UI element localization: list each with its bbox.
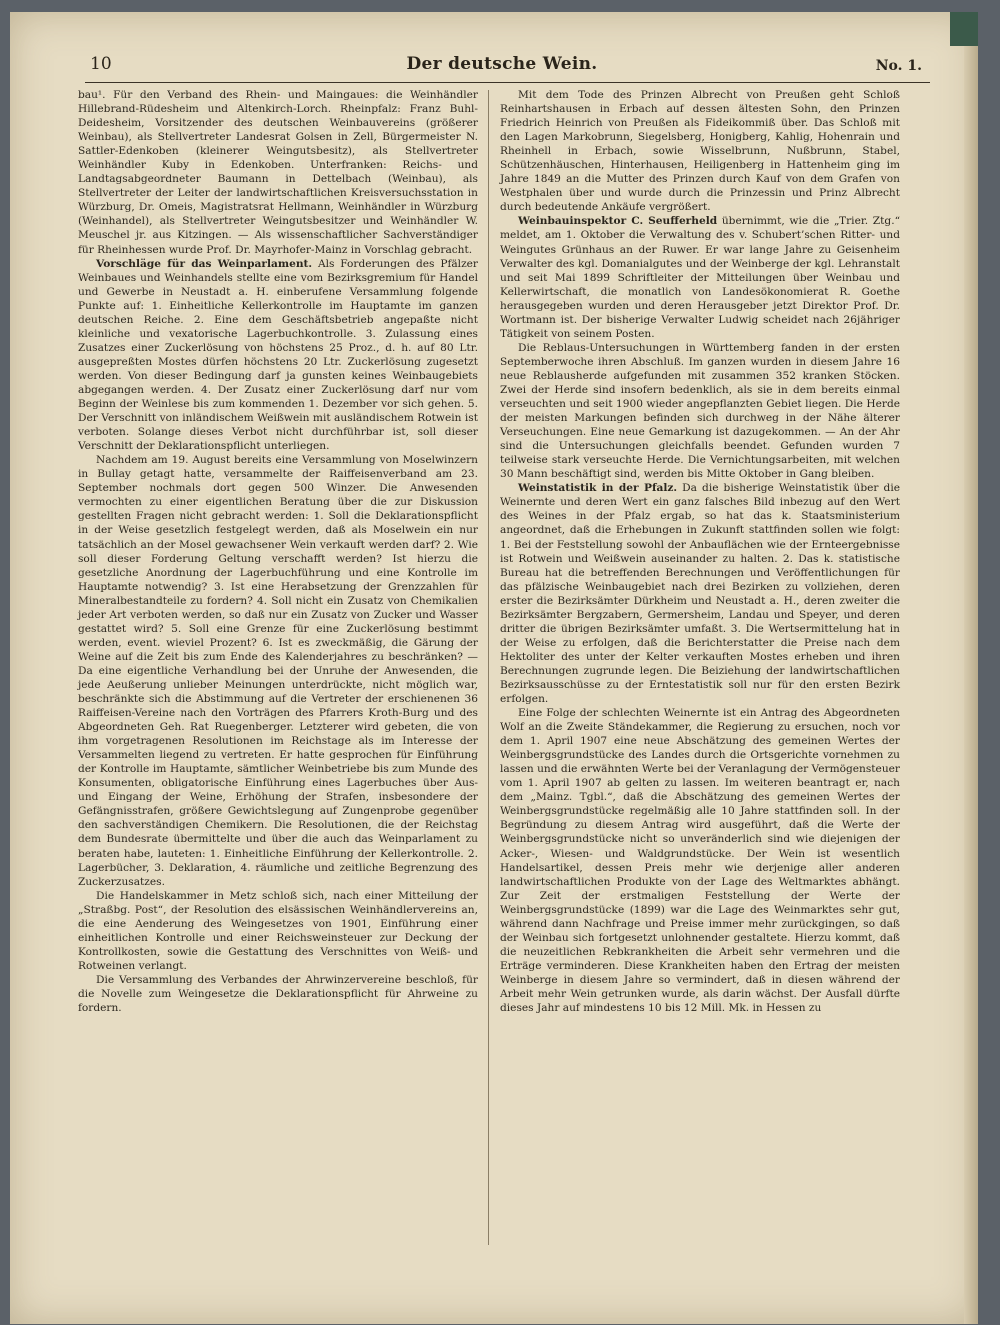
paragraph: bau¹. Für den Verband des Rhein- und Maingaues: die Weinhändler Hillebrand-Rüdesheim und Altenkirch-Lorch. Rheinpfalz: Franz Buhl-Deidesheim, Vorsitzender des deutschen Weinbauvereins (größerer Weinbau), als Stellvertreter Landesrat Golsen in Zell, Bürgermeister N. Sattler-Edenkoben (kleinerer Weingutsbesitz), als Stellvertreter Weinhändler Kuby in Edenkoben. Unterfranken: Reichs- und Landtagsabgeordneter Baumann in Dettelbach (Weinbau), als Stellvertreter der Leiter der landwirtschaftlichen Kreisversuchsstation in Würzburg, Dr. Omeis, Magistratsrat Hellmann, Weinhändler in Würzburg (Weinhandel), als Stellvertreter Weingutsbesitzer und Weinhändler W. Meuschel jr. aus Kitzingen. — Als wissenschaftlicher Sachverständiger für Rheinhessen wurde Prof. Dr. Mayrhofer-Mainz in Vorschlag gebracht. [78, 89, 478, 256]
paragraph: Eine Folge der schlechten Weinernte ist ein Antrag des Abgeordneten Wolf an die Zweite Ständekammer, die Regierung zu ersuchen, noch vor dem 1. April 1907 eine neue Abschätzung des gemeinen Wertes der Weinbergsgrundstücke des Landes durch die Ortsgerichte vornehmen zu lassen und die erwähnten Werte bei der Veranlagung der Vermögensteuer vom 1. April 1907 ab gelten zu lassen. Im weiteren beantragt er, nach dem „Mainz. Tgbl.“, daß die Abschätzung des gemeinen Wertes der Weinbergsgrundstücke regelmäßig alle 10 Jahre stattfinden soll. In der Begründung zu diesem Antrag wird ausgeführt, daß die Werte der Weinbergsgrundstücke nicht so unveränderlich sind wie diejenigen der Acker-, Wiesen- und Waldgrundstücke. Der Wein ist wesentlich Handelsartikel, dessen Preis mehr wie derjenige aller anderen landwirtschaftlichen Produkte von der Lage des Weltmarktes abhängt. Zur Zeit der erstmaligen Feststellung der Werte der Weinbergsgrundstücke (1899) war die Lage des Weinmarktes sehr gut, während dann Nachfrage und Preise immer mehr zurückgingen, so daß der Weinbau sich fortgesetzt unlohnender gestaltete. Hierzu kommt, daß die neuzeitlichen Rebkrankheiten die Arbeit sehr vermehren und die Erträge verminderen. Diese Krankheiten haben den Ertrag der meisten Weinberge in diesem Jahre so vermindert, daß in diesen während der Arbeit mehr Wein getrunken wurde, als darin wächst. Der Ausfall dürfte dieses Jahr auf mindestens 10 bis 12 Mill. Mk. in Hessen zu [500, 707, 900, 1015]
paragraph: Mit dem Tode des Prinzen Albrecht von Preußen geht Schloß Reinhartshausen in Erbach auf dessen ältesten Sohn, den Prinzen Friedrich Heinrich von Preußen als Fideikommiß über. Das Schloß mit den Lagen Markobrunn, Siegelsberg, Honigberg, Kahlig, Hohenrain und Rheinhell in Erbach, sowie Wisselbrunn, Nußbrunn, Stabel, Schützenhäuschen, Hinterhausen, Heiligenberg in Hattenheim ging im Jahre 1849 an die Mutter des Prinzen durch Kauf von dem Grafen von Westphalen über und wurde durch die Prinzessin und Prinz Albrecht durch bedeutende Ankäufe vergrößert. [500, 89, 900, 214]
page-edge [964, 12, 978, 1324]
page-number: 10 [90, 54, 112, 74]
binding-corner [950, 12, 978, 46]
left-column [78, 88, 478, 1015]
paragraph: Die Reblaus-Untersuchungen in Württemberg fanden in der ersten Septemberwoche ihren Abschluß. Im ganzen wurden in diesem Jahre 16 neue Reblausherde aufgefunden mit zusammen 352 kranken Stöcken. Zwei der Herde sind insofern bedenklich, als sie in dem bereits einmal verseuchten und seit 1900 wieder angepflanzten Gebiet liegen. Die Herde der meisten Markungen befinden sich durchweg in der Nähe älterer Verseuchungen. Eine neue Gemarkung ist dazugekommen. — An der Ahr sind die Untersuchungen gleichfalls beendet. Gefunden wurden 7 teilweise stark verseuchte Herde. Die Vernichtungsarbeiten, mit welchen 30 Mann beschäftigt sind, werden bis Mitte Oktober in Gang bleiben. [500, 341, 900, 481]
column-divider [488, 90, 489, 1245]
header-rule [85, 82, 930, 83]
paragraph: Weinstatistik in der Pfalz. Da die bisherige Weinstatistik über die Weinernte und deren Wert ein ganz falsches Bild inbezug auf den Wert des Weines in der Pfalz ergab, so hat das k. Staatsministerium angeordnet, daß die Erhebungen in Zukunft stattfinden sollen wie folgt: 1. Bei der Feststellung sowohl der Anbauflächen wie der Ernteergebnisse ist Rotwein und Weißwein auseinander zu halten. 2. Das k. statistische Bureau hat die betreffenden Berechnungen und Veröffentlichungen für das pfälzische Weinbaugebiet nach drei Bezirken zu vollziehen, deren erster die Bezirksämter Dürkheim und Neustadt a. H., deren zweiter die Bezirksämter Bergzabern, Germersheim, Landau und Speyer, und deren dritter die übrigen Bezirksämter umfaßt. 3. Die Wertsermittelung hat in der Weise zu erfolgen, daß die Berichterstatter die Preise nach dem Hektoliter des unter der Kelter verkauften Mostes erheben und ihren Berechnungen zugrunde legen. Die Beiziehung der landwirtschaftlichen Bezirksausschüsse zu der Erntestatistik soll nur für den ersten Bezirk erfolgen. [500, 482, 900, 706]
issue-number: No. 1. [875, 58, 922, 74]
right-column [500, 88, 900, 1015]
running-title: Der deutsche Wein. [406, 54, 598, 74]
page-header [72, 42, 932, 82]
paragraph: Die Versammlung des Verbandes der Ahrwinzervereine beschloß, für die Novelle zum Weingesetze die Deklarationspflicht für Ahrweine zu fordern. [78, 973, 478, 1015]
paragraph: Nachdem am 19. August bereits eine Versammlung von Moselwinzern in Bullay getagt hatte, versammelte der Raiffeisenverband am 23. September nochmals dort gegen 500 Winzer. Die Anwesenden vermochten zu einer eigentlichen Beratung über die zur Diskussion gestellten Fragen nicht gebracht werden: 1. Soll die Deklarationspflicht in der Weise gesetzlich festgelegt werden, daß als Moselwein ein nur tatsächlich an der Mosel gewachsener Wein verkauft werden darf? 2. Wie soll dieser Forderung Geltung verschafft werden? Ist hierzu die gesetzliche Anordnung der Lagerbuchführung und eine Kontrolle im Hauptamte notwendig? 3. Ist eine Herabsetzung der Grenzzahlen für Mineralbestandteile zu fordern? 4. Soll nicht ein Zusatz von Chemikalien jeder Art verboten werden, so daß nur ein Zusatz von Zucker und Wasser gestattet wird? 5. Soll eine Grenze für eine Zuckerlösung bestimmt werden, event. wieviel Prozent? 6. Ist es zweckmäßig, die Gärung der Weine auf die Zeit bis zum Ende des Kalenderjahres zu beschränken? — Da eine eigentliche Verhandlung bei der Unruhe der Anwesenden, die jede Aeußerung unlieber Meinungen unterdrückte, nicht möglich war, beschränkte sich die Abstimmung auf die Vertreter der erschienenen 36 Raiffeisen-Vereine nach den Vorträgen des Pfarrers Kroth-Burg und des Abgeordneten Geh. Rat Ruegenberger. Letzterer wird gebeten, die von ihm vorgetragenen Resolutionen im Reichstage als im Interesse der Versammelten liegend zu vertreten. Er hatte gesprochen für Einführung der Kontrolle im Hauptamte, sämtlicher Weinbetriebe bis zum Munde des Konsumenten, obligatorische Einführung eines Lagerbuches über Aus- und Eingang der Weine, Erhöhung der Strafen, insbesondere der Gefängnisstrafen, größere Gewichtslegung auf Zungenprobe gegenüber den sachverständigen Chemikern. Die Resolutionen, die der Reichstag dem Bundesrate übermittelte und über die auch das Weinparlament zu beraten habe, lauteten: 1. Einheitliche Einführung der Kellerkontrolle. 2. Lagerbücher, 3. Deklaration, 4. räumliche und zeitliche Begrenzung des Zuckerzusatzes. [78, 454, 478, 888]
paragraph: Die Handelskammer in Metz schloß sich, nach einer Mitteilung der „Straßbg. Post“, der Resolution des elsässischen Weinhändlervereins an, die eine Aenderung des Weingesetzes von 1901, Einführung einer einheitlichen Kontrolle und einer Reichsweinsteuer zur Deckung der Kontrollkosten, sowie die Gestattung des Verschnittes von Weiß- und Rotweinen verlangt. [78, 889, 478, 972]
newspaper-page [10, 12, 978, 1324]
paragraph: Vorschläge für das Weinparlament. Als Forderungen des Pfälzer Weinbaues und Weinhandels stellte eine vom Bezirksgremium für Handel und Gewerbe in Neustadt a. H. einberufene Versammlung folgende Punkte auf: 1. Einheitliche Kellerkontrolle im Hauptamte im ganzen deutschen Reiche. 2. Eine dem Geschäftsbetrieb angepaßte nicht kleinliche und vexatorische Lagerbuchkontrolle. 3. Zulassung eines Zusatzes einer Zuckerlösung von höchstens 25 Proz., d. h. auf 80 Ltr. ausgepreßten Mostes dürfen höchstens 20 Ltr. Zuckerlösung zugesetzt werden. Von dieser Bedingung darf ja gunsten keines Weinbaugebiets abgegangen werden. 4. Der Zusatz einer Zuckerlösung darf nur vom Beginn der Weinlese bis zum kommenden 1. Dezember vor sich gehen. 5. Der Verschnitt von inländischem Weißwein mit ausländischem Rotwein ist verboten. Solange dieses Verbot nicht durchführbar ist, soll dieser Verschnitt der Deklarationspflicht unterliegen. [78, 257, 478, 453]
paragraph: Weinbauinspektor C. Seufferheld übernimmt, wie die „Trier. Ztg.“ meldet, am 1. Oktober die Verwaltung des v. Schubert’schen Ritter- und Weingutes Grünhaus an der Ruwer. Er war lange Jahre zu Geisenheim Verwalter des kgl. Domanialgutes und der Weinberge der kgl. Lehranstalt und seit Mai 1899 Schriftleiter der Mitteilungen über Weinbau und Kellerwirtschaft, die monatlich von Landesökonomierat R. Goethe herausgegeben wurden und deren Herausgeber jetzt Direktor Prof. Dr. Wortmann ist. Der bisherige Verwalter Ludwig scheidet nach 26jähriger Tätigkeit von seinem Posten. [500, 215, 900, 340]
